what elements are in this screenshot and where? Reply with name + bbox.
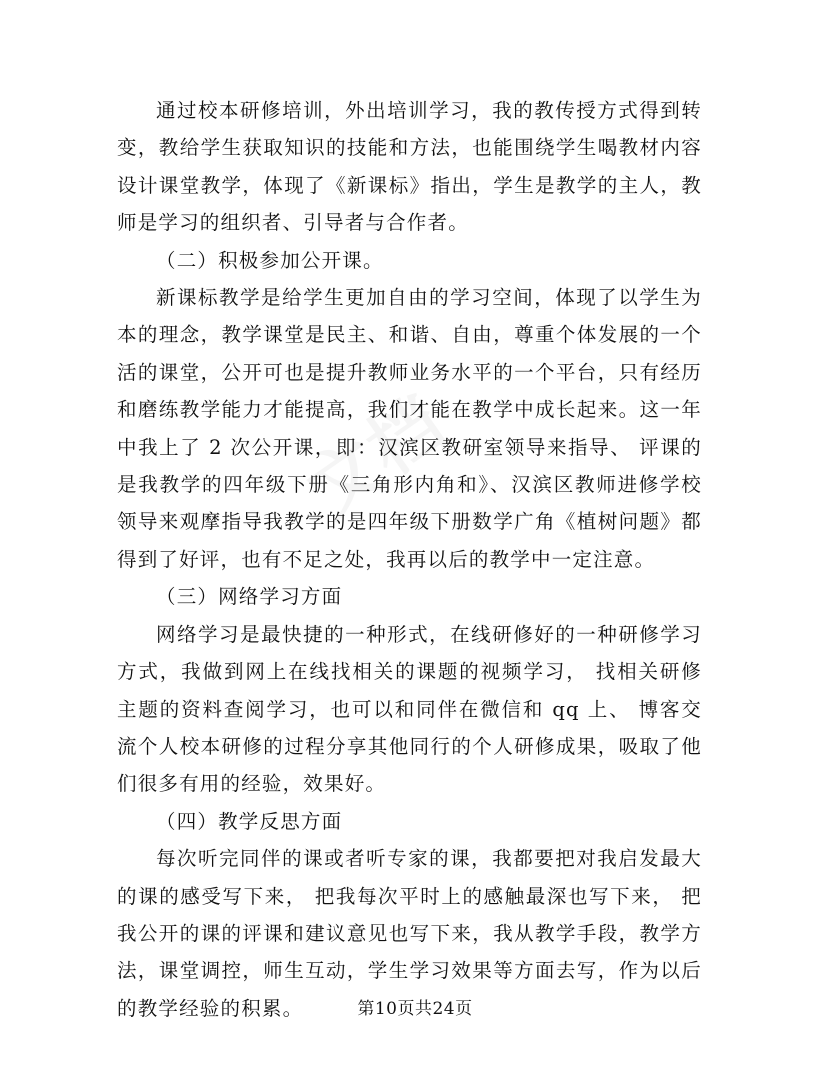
section-heading-reflection: （四）教学反思方面 xyxy=(156,809,343,833)
paragraph-reflection: 每次听完同伴的课或者听专家的课，我都要把对我启发最大的课的感受写下来， 把我每次平时上的感触最深也写下来， 把我公开的课的评课和建议意见也写下来，我从教学手段，教学方法，课堂调控，师生互动，学生学习效果等方面去写，作为以后的教学经验的积累。 xyxy=(117,847,702,1020)
section-heading-online-learning: （三）网络学习方面 xyxy=(156,585,343,609)
section-heading-open-class: （二）积极参加公开课。 xyxy=(156,248,384,272)
paragraph-open-class: 新课标教学是给学生更加自由的学习空间，体现了以学生为本的理念，教学课堂是民主、和谐、自由，尊重个体发展的一个活的课堂，公开可也是提升教师业务水平的一个平台，只有经历和磨练教学能力才能提高，我们才能在教学中成长起来。这一年中我上了 2 次公开课，即：汉滨区教研室领导来指导、 评课的是我教学的四年级下册《三角形内角和》、汉滨区教师进修学校领导来观摩指导我教学的是四年级下册数学广角《植树问题》都得到了好评，也有不足之处，我再以后的教学中一定注意。 xyxy=(117,286,702,571)
page-number-footer: 第10页共24页 xyxy=(357,999,473,1019)
paragraph-online-learning: 网络学习是最快捷的一种形式，在线研修好的一种研修学习方式，我做到网上在线找相关的课题的视频学习， 找相关研修主题的资料查阅学习，也可以和同伴在微信和 qq 上、 博客交流个人校本研修的过程分享其他同行的个人研修成果，吸取了他们很多有用的经验，效果好。 xyxy=(117,622,702,796)
document-body xyxy=(117,92,702,1027)
paragraph-training: 通过校本研修培训，外出培训学习，我的教传授方式得到转变，教给学生获取知识的技能和方法，也能围绕学生喝教材内容设计课堂教学，体现了《新课标》指出，学生是教学的主人，教师是学习的组织者、引导者与合作者。 xyxy=(117,99,702,235)
